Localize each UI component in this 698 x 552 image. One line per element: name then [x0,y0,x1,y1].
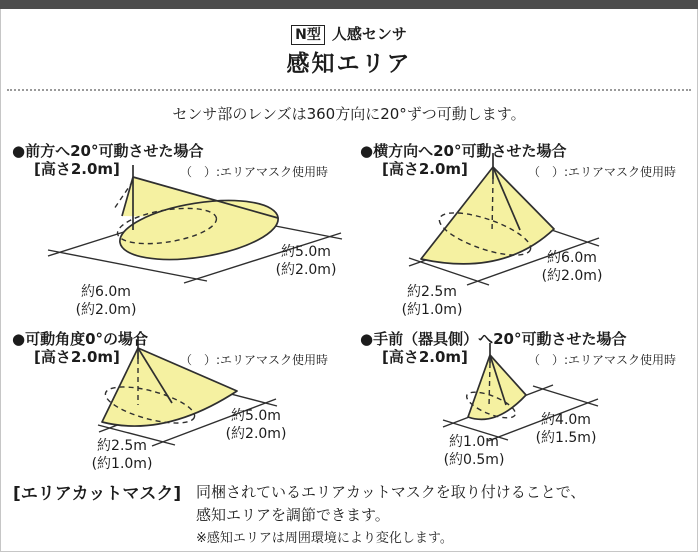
page-title: 感知エリア [286,51,412,77]
height-label: [高さ2.0m] [34,160,120,178]
top-bar [0,0,698,9]
description-line-1: 同梱されているエリアカットマスクを取り付けることで、 [196,483,586,501]
mask-usage-note: （ ）:エリアマスク使用時 [528,353,677,367]
dimension-side: 約5.0m (約2.0m) [275,244,337,278]
dimension-side: 約6.0m (約2.0m) [541,250,603,284]
dimension-bottom: 約2.5m (約1.0m) [91,438,153,472]
model-type-badge: N型 [291,25,325,45]
dimension-side: 約4.0m (約1.5m) [535,412,597,446]
height-label: [高さ2.0m] [34,348,120,366]
dimension-bottom: 約6.0m (約2.0m) [75,284,137,318]
mask-usage-note: （ ）:エリアマスク使用時 [180,165,329,179]
diagram-panel-near-tilt [358,325,695,477]
description-line-2: 感知エリアを調節できます。 [196,506,390,524]
height-label: [高さ2.0m] [382,348,468,366]
diagram-panel-side-tilt [358,137,695,325]
header [0,23,698,45]
dotted-divider [7,89,691,91]
mask-usage-note: （ ）:エリアマスク使用時 [528,165,677,179]
mask-usage-note: （ ）:エリアマスク使用時 [180,353,329,367]
dimension-bottom: 約1.0m (約0.5m) [443,434,505,468]
dimension-bottom: 約2.5m (約1.0m) [401,284,463,318]
lens-movement-note: センサ部のレンズは360方向に20°ずつ可動します。 [172,105,526,123]
panel-title: ●横方向へ20°可動させた場合 [360,142,567,160]
diagram-panel-front-tilt [10,137,350,325]
panel-title: ●前方へ20°可動させた場合 [12,142,204,160]
panel-title: ●可動角度0°の場合 [12,330,149,348]
height-label: [高さ2.0m] [382,160,468,178]
diagram-panel-zero-angle [10,325,350,477]
area-cut-mask-label: [エリアカットマスク] [13,484,182,504]
product-name: 人感センサ [331,25,407,43]
panel-title: ●手前（器具側）へ20°可動させた場合 [360,330,627,348]
environment-note: ※感知エリアは周囲環境により変化します。 [196,531,453,546]
dimension-side: 約5.0m (約2.0m) [225,408,287,442]
area-cut-mask-description [196,481,585,550]
